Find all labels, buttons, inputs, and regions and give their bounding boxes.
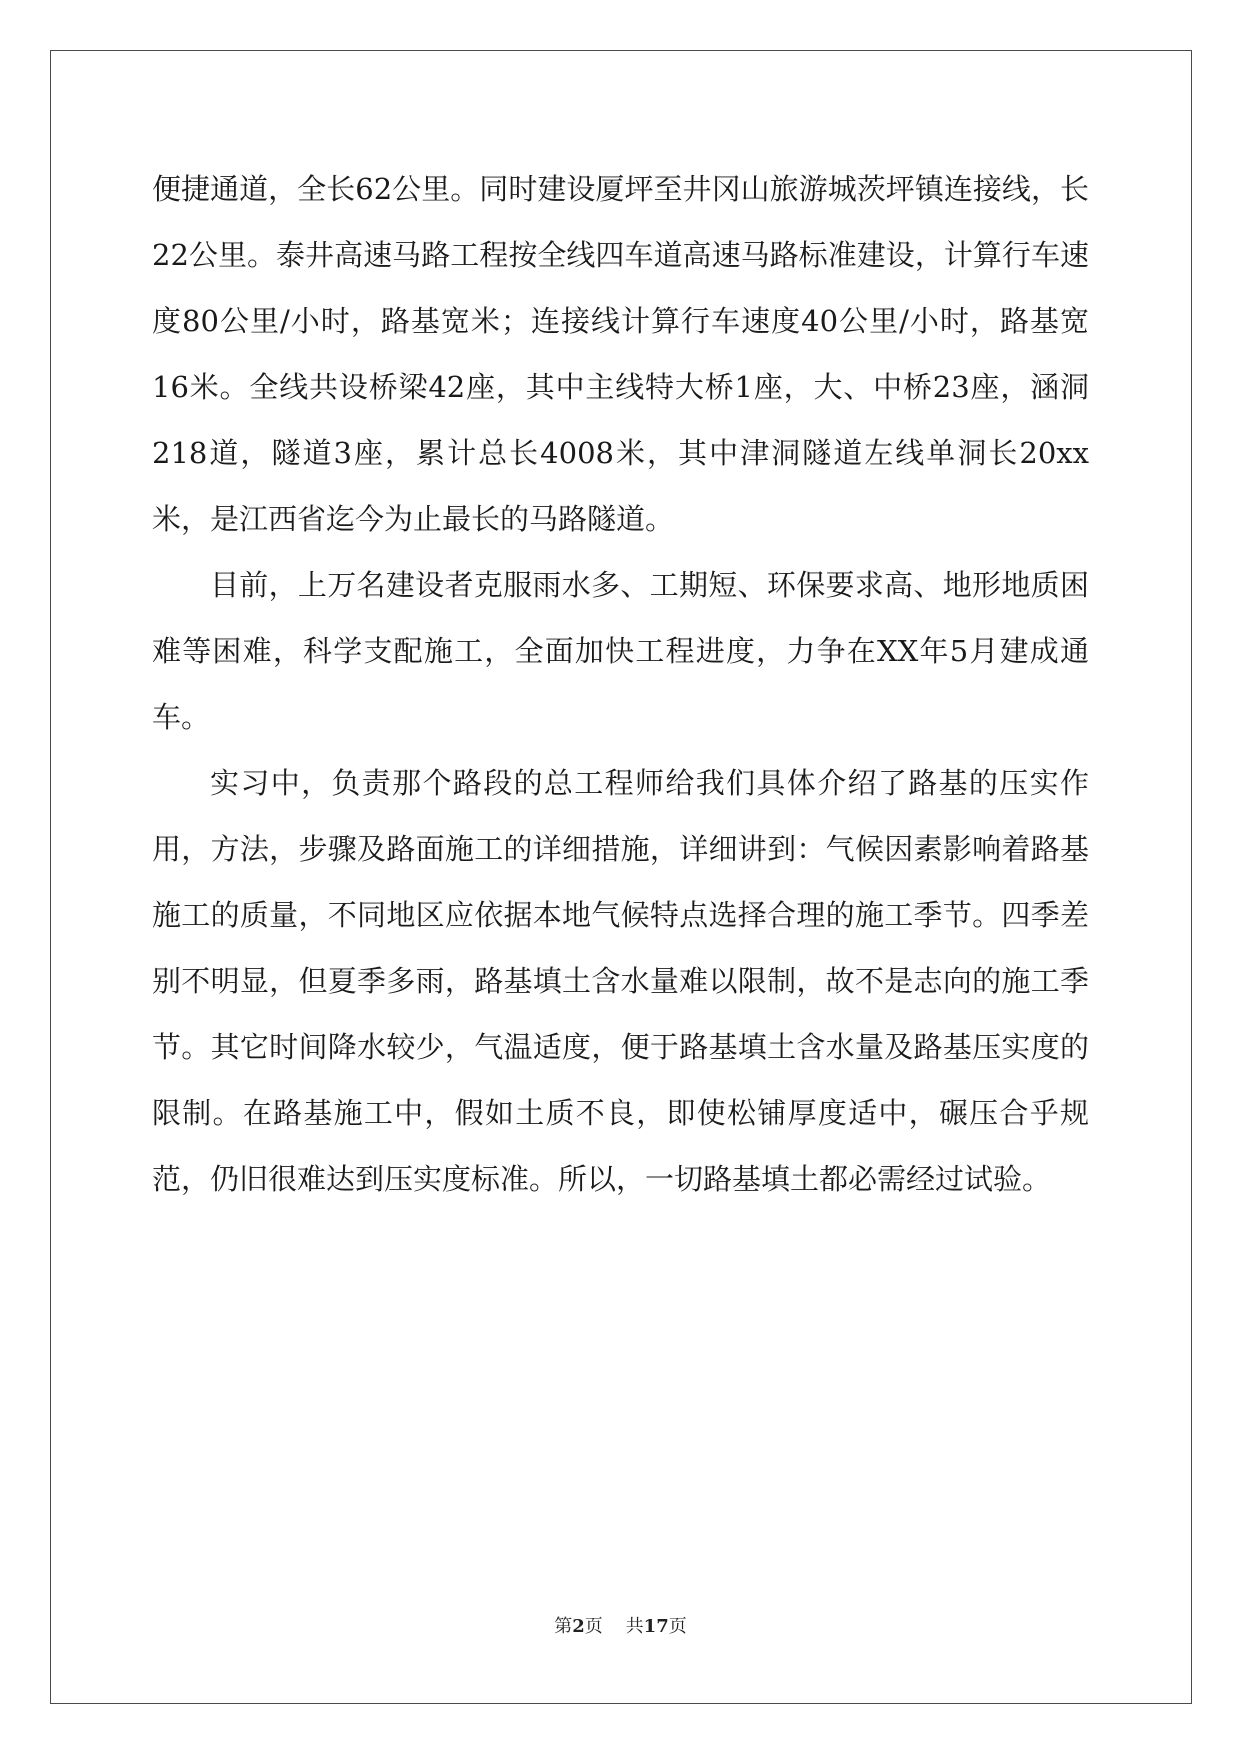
total-suffix: 页 — [668, 1616, 687, 1637]
total-prefix: 共 — [625, 1616, 644, 1637]
paragraph-3: 实习中，负责那个路段的总工程师给我们具体介绍了路基的压实作用，方法，步骤及路面施工的详细措施，详细讲到：气候因素影响着路基施工的质量，不同地区应依据本地气候特点选择合理的施工季节。四季差别不明显，但夏季多雨，路基填土含水量难以限制，故不是志向的施工季节。其它时间降水较少，气温适度，便于路基填土含水量及路基压实度的限制。在路基施工中，假如土质不良，即使松铺厚度适中，碾压合乎规范，仍旧很难达到压实度标准。所以，一切路基填土都必需经过试验。 — [152, 766, 1089, 1196]
document-body — [152, 156, 1089, 1212]
page-footer — [0, 1612, 1241, 1638]
paragraph-2: 目前，上万名建设者克服雨水多、工期短、环保要求高、地形地质困难等困难，科学支配施工，全面加快工程进度，力争在XX年5月建成通车。 — [152, 568, 1089, 734]
page-number: 2 — [572, 1616, 585, 1637]
page-prefix: 第 — [554, 1616, 573, 1637]
total-pages: 17 — [643, 1616, 669, 1637]
page-suffix: 页 — [584, 1616, 603, 1637]
paragraph-1: 便捷通道，全长62公里。同时建设厦坪至井冈山旅游城茨坪镇连接线，长22公里。泰井高速马路工程按全线四车道高速马路标准建设，计算行车速度80公里/小时，路基宽米；连接线计算行车速度40公里/小时，路基宽16米。全线共设桥梁42座，其中主线特大桥1座，大、中桥23座，涵洞218道，隧道3座，累计总长4008米，其中津洞隧道左线单洞长20xx米，是江西省迄今为止最长的马路隧道。 — [152, 172, 1089, 536]
